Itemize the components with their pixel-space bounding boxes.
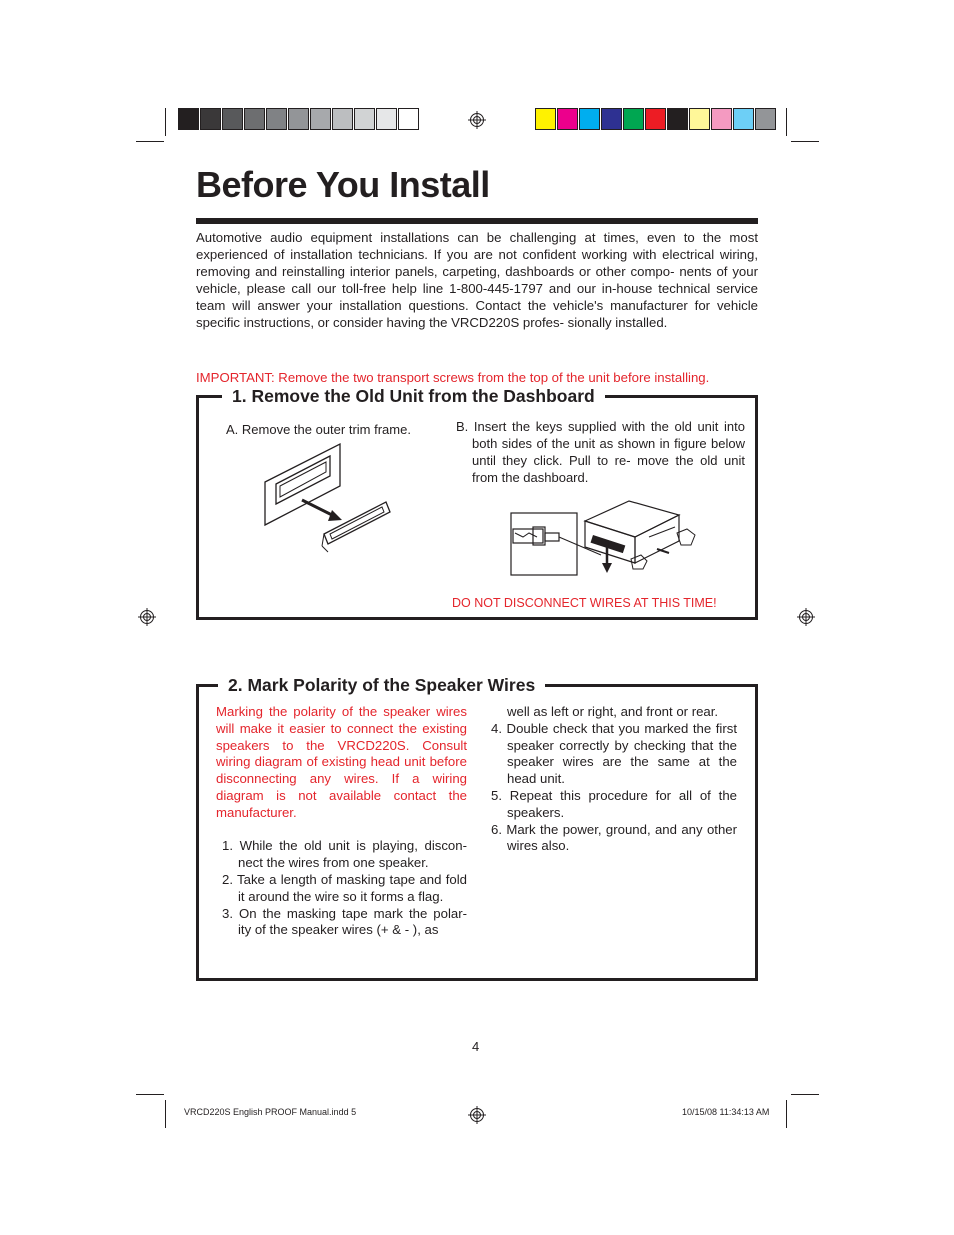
trim-frame-illustration (262, 440, 394, 558)
color-swatch (332, 108, 353, 130)
spacer (216, 822, 467, 839)
color-swatch (755, 108, 776, 130)
color-swatch (178, 108, 199, 130)
registration-mark-icon (468, 111, 486, 129)
page-number: 4 (472, 1039, 480, 1054)
list-item: 3. On the masking tape mark the polar- ity of the speaker wires (+ & - ), as (222, 905, 467, 938)
color-swatch (376, 108, 397, 130)
registration-mark-icon (138, 608, 156, 626)
list-item: 1. While the old unit is playing, discon- nect the wires from one speaker. (222, 838, 467, 871)
color-swatch (733, 108, 754, 130)
disconnect-warning: DO NOT DISCONNECT WIRES AT THIS TIME! (452, 596, 717, 610)
color-swatch (711, 108, 732, 130)
polarity-right-column (491, 704, 737, 855)
list-item: 2. Take a length of masking tape and fold it around the wire so it forms a flag. (222, 871, 467, 904)
crop-mark (136, 1094, 164, 1095)
key-removal-illustration (509, 497, 699, 579)
crop-mark (786, 1100, 787, 1128)
crop-mark (165, 108, 166, 136)
section-title: 1. Remove the Old Unit from the Dashboard (222, 386, 605, 407)
color-swatch (689, 108, 710, 130)
list-item-continuation: well as left or right, and front or rear. (507, 704, 719, 719)
intro-paragraph: Automotive audio equipment installations can be challenging at times, even to the most experienced of installation technicians. If you are not confident working with electrical wiring, removing and reinstalling interior panels, carpeting, dashboards or other compo- nents of your vehicle, please call our toll-free help line 1-800-445-1797 and our in-house technical service team will answer your installation questions. Contact the vehicle's manufacturer for vehicle specific instructions, or consider having the VRCD220S profes- sionally installed. (196, 230, 758, 330)
crop-mark (791, 141, 819, 142)
crop-mark (786, 108, 787, 136)
crop-mark (791, 1094, 819, 1095)
process-color-bar (535, 108, 777, 130)
color-swatch (535, 108, 556, 130)
color-swatch (557, 108, 578, 130)
section-title: 2. Mark Polarity of the Speaker Wires (218, 675, 545, 696)
registration-mark-icon (797, 608, 815, 626)
color-swatch (579, 108, 600, 130)
list-item: 4. Double check that you marked the first speaker correctly by checking that the speaker wires are the same at the head unit. (491, 720, 737, 787)
color-swatch (601, 108, 622, 130)
polarity-left-column (216, 704, 467, 939)
important-notice: IMPORTANT: Remove the two transport screws from the top of the unit before installing. (196, 370, 710, 385)
step-b-text: B. Insert the keys supplied with the old unit into both sides of the unit as shown in figure below until they click. Pull to re- move the old unit from the dashboard. (456, 419, 745, 485)
color-swatch (354, 108, 375, 130)
registration-mark-icon (468, 1106, 486, 1124)
timestamp-slug: 10/15/08 11:34:13 AM (682, 1107, 770, 1117)
page-title: Before You Install (196, 164, 490, 205)
color-swatch (200, 108, 221, 130)
grayscale-color-bar (178, 108, 420, 130)
color-swatch (222, 108, 243, 130)
color-swatch (398, 108, 419, 130)
color-swatch (244, 108, 265, 130)
crop-mark (136, 141, 164, 142)
file-slug: VRCD220S English PROOF Manual.indd 5 (184, 1107, 357, 1117)
color-swatch (288, 108, 309, 130)
step-a-text: A. Remove the outer trim frame. (226, 422, 411, 437)
color-swatch (623, 108, 644, 130)
list-item: 5. Repeat this procedure for all of the speakers. (491, 787, 737, 820)
color-swatch (645, 108, 666, 130)
color-swatch (310, 108, 331, 130)
list-item: 6. Mark the power, ground, and any other wires also. (491, 821, 737, 854)
color-swatch (667, 108, 688, 130)
crop-mark (165, 1100, 166, 1128)
polarity-intro: Marking the polarity of the speaker wires will make it easier to connect the existing speakers to the VRCD220S. Consult wiring diagram of existing head unit before disconnecting any wires. If a wiring diagram is not available contact the manufacturer. (216, 704, 467, 820)
title-rule (196, 218, 758, 224)
color-swatch (266, 108, 287, 130)
